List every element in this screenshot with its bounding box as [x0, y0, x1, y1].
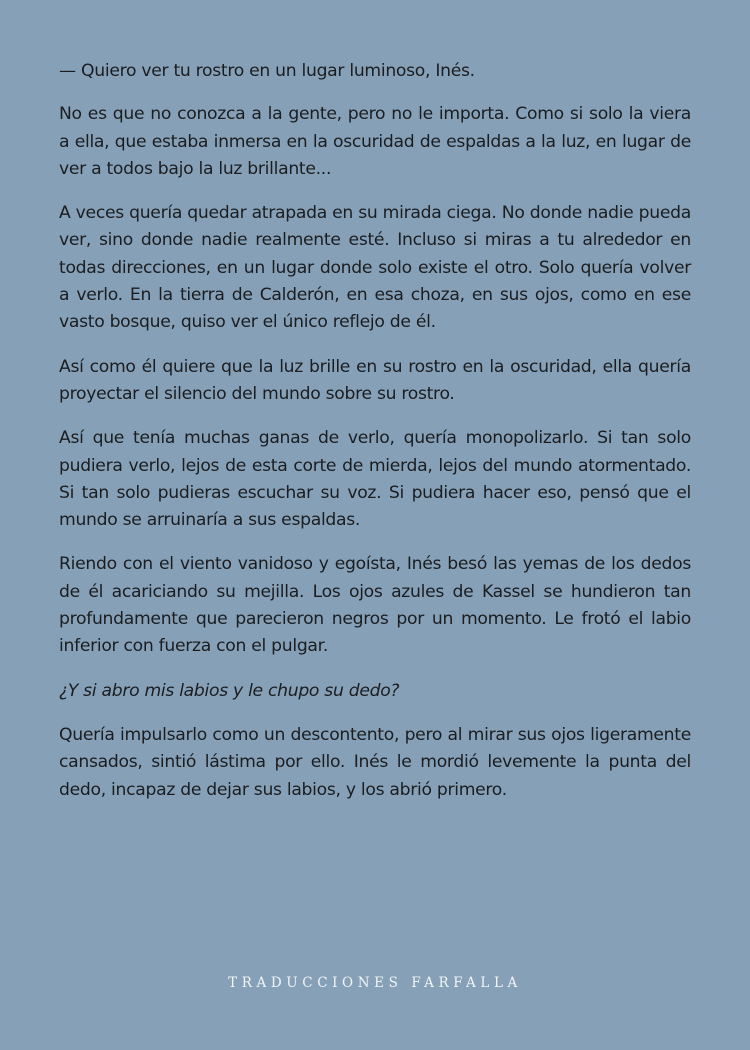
dialogue-line: — Quiero ver tu rostro en un lugar luminoso, Inés. [59, 61, 475, 81]
paragraph: Así como él quiere que la luz brille en su rostro en la oscuridad, ella quería proyectar el silencio del mundo sobre su rostro. [59, 356, 691, 404]
paragraph: No es que no conozca a la gente, pero no le importa. Como si solo la viera a ella, que estaba inmersa en la oscuridad de espaldas a la luz, en lugar de ver a todos bajo la luz brillante... [59, 104, 691, 179]
document-body [59, 58, 691, 821]
paragraph: Quería impulsarlo como un descontento, pero al mirar sus ojos ligeramente cansados, sintió lástima por ello. Inés le mordió levemente la punta del dedo, incapaz de dejar sus labios, y los abrió primero. [59, 724, 691, 800]
footer-credit: TRADUCCIONES FARFALLA [228, 975, 522, 991]
italic-thought: ¿Y si abro mis labios y le chupo su dedo? [59, 680, 400, 701]
paragraph: Riendo con el viento vanidoso y egoísta, Inés besó las yemas de los dedos de él acariciando su mejilla. Los ojos azules de Kassel se hundieron tan profundamente que parecieron negros por un momento. Le frotó el labio inferior con fuerza con el pulgar. [59, 554, 691, 657]
paragraph: Así que tenía muchas ganas de verlo, quería monopolizarlo. Si tan solo pudiera verlo, lejos de esta corte de mierda, lejos del mundo atormentado. Si tan solo pudieras escuchar su voz. Si pudiera hacer eso, pensó que el mundo se arruinaría a sus espaldas. [59, 428, 691, 531]
paragraph: A veces quería quedar atrapada en su mirada ciega. No donde nadie pueda ver, sino donde nadie realmente esté. Incluso si miras a tu alrededor en todas direcciones, en un lugar donde solo existe el otro. Solo quería volver a verlo. En la tierra de Calderón, en esa choza, en sus ojos, como en ese vasto bosque, quiso ver el único reflejo de él. [59, 203, 691, 333]
